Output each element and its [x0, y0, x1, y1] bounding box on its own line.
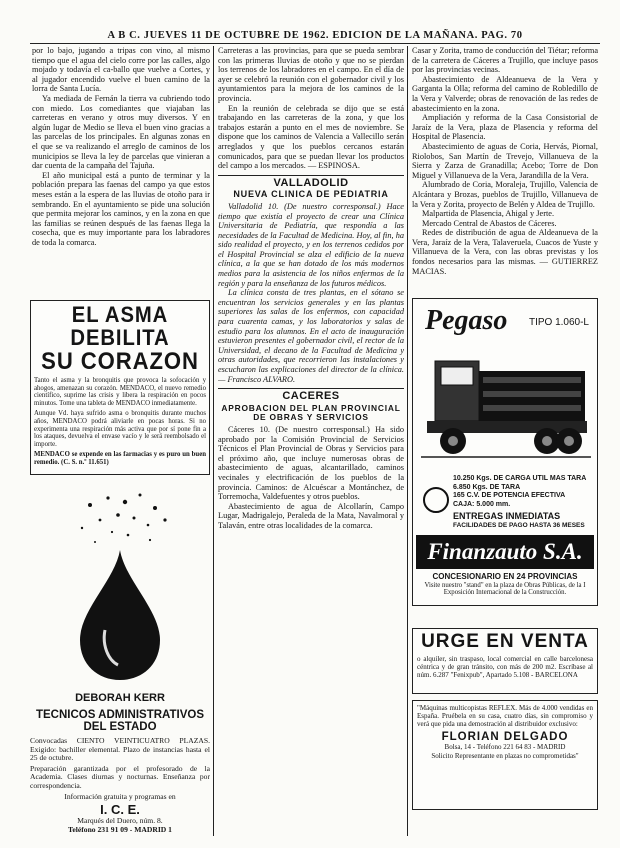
caceres-paragraph: Abastecimiento de agua de Alcollarín, Campo Lugar, Madrigalejo, Peraleda de la Mata, Navalmoral y Talaván, entre otras localidades de la comarca.	[218, 501, 404, 530]
reflex-body: "Máquinas multicopistas REFLEX. Más de 4.000 vendidas en España. Pruébela en su casa, cuatro días, sin compromiso y verá que pida una demostración al distribuidor exclusivo:	[417, 704, 593, 728]
reflex-address: Bolsa, 14 - Teléfono 221 64 83 - MADRID	[444, 743, 566, 751]
col3-paragraph: Abastecimiento de aguas de Coria, Hervás, Piornal, Riolobos, San Martín de Trevejo, Villanueva de la Sierra y Zarza de Granadilla; Acebo; Torre de Don Miguel y Villanueva de la Vera, Jarandilla de la Vera.	[412, 141, 598, 180]
valladolid-paragraph: La clínica consta de tres plantas, en el sótano se encuentran los servicios generales y en las plantas superiores las salas de los enfermos, con capacidad para cuarenta camas, y los laboratorios y salas de estudio para los alumnos. En el acto de inauguración estuvieron presentes el gobernador civil, el rector de la Universidad, el decano de la Facultad de Medicina y otras autoridades, que recorrieron las instalaciones y escucharon las explicaciones del director de la clínica. — Francisco ALVARO.	[218, 288, 404, 384]
col3-paragraph: Ampliación y reforma de la Casa Consistorial de Jaraíz de la Vera, plaza de Plasencia y reforma del Hospital de Plasencia.	[412, 113, 598, 142]
pegaso-spec: 10.250 Kgs. DE CARGA UTIL MAS TARA	[453, 475, 587, 482]
col1-paragraph: Ya mediada de Fernán la tierra va cubriendo todo con miedo. Los comediantes que viajaban las carreteras en verano y otros muy diversos. Y en algún lugar de Medio se lleva el buen vino gracias a las parcelas de los principales. En algunas zonas en el que se va realizando el arreglo de caminos de los municipios se lleva la ley de parcelas que vinieran a dar cuenta de la campaña del Tajuña.	[32, 93, 210, 171]
asma-body-2: Aunque Vd. haya sufrido asma o bronquitis durante muchos años, MENDACO podrá aliviarle en pocas horas. Si no experimenta una respiración más activa que por sí pone fin a los ataques, devuelva el envase vacío y le será reembolsado el importe.	[34, 410, 206, 448]
pegaso-model: TIPO 1.060-L	[528, 317, 589, 328]
caceres-subtitle: APROBACION DEL PLAN PROVINCIAL DE OBRAS Y SERVICIOS	[221, 402, 401, 423]
finanzauto-logo: Finanzauto S.A.	[416, 535, 594, 569]
asma-body: Tanto el asma y la bronquitis que provoca la sofocación y ahogos, amenazan su corazón. MENDACO, el nuevo remedio científico, suprime las crisis y libera la respiración en pocos minutos. Tome una tableta de MENDACO inmediatamente.	[34, 377, 206, 407]
ink-splash	[81, 494, 167, 544]
column-1	[32, 46, 210, 247]
asma-footer: MENDACO se expende en las farmacias y es puro un buen remedio. (C. S. n.º 11.651)	[34, 451, 206, 466]
kerr-title-2: DEL ESTADO	[83, 721, 157, 733]
kerr-name: DEBORAH KERR	[75, 692, 165, 704]
pegaso-logo-icon	[423, 487, 449, 513]
kerr-phone: Teléfono 231 91 09 - MADRID 1	[68, 824, 172, 834]
valladolid-paragraph: Valladolid 10. (De nuestro corresponsal.) Hace tiempo que existía el proyecto de crear una Clínica Universitaria de Pediatría, que respondía a las necesidades de la Facultad de Medicina. Hoy, al fin, ha sido realidad el proyecto, y en los terrenos cedidos por el Hospital Provincial se alza el edificio de la nueva clínica, a la que se han dotado de los más modernos medios para la asistencia de los niños enfermos de la región y para la enseñanza de los futuros médicos.	[218, 201, 404, 288]
column-rule-2	[407, 46, 408, 836]
pegaso-advertisement	[412, 298, 598, 606]
kerr-ice: I. C. E.	[100, 802, 140, 818]
column-rule-1	[213, 46, 214, 836]
valladolid-title: VALLADOLID	[273, 176, 349, 189]
valladolid-article	[218, 202, 404, 384]
urge-body: o alquiler, sin traspaso, local comercial en calle barcelonesa céntrica y de gran tránsito, con más de 200 m2. Escríbase al núm. 6.287 "Fenixpub", Apartado 5.108 - BARCELONA	[417, 655, 593, 679]
col3-paragraph: Mercado Central de Abastos de Cáceres.	[422, 218, 557, 228]
reflex-footer: Solicito Representante en plazas no comprometidas"	[431, 751, 579, 760]
asma-title-line2: SU CORAZON	[41, 348, 199, 375]
kerr-title-1: TECNICOS ADMINISTRATIVOS	[35, 709, 205, 721]
page-header: A B C. JUEVES 11 DE OCTUBRE DE 1962. EDICION DE LA MAÑANA. PAG. 70	[30, 30, 600, 44]
kerr-address: Marqués del Duero, núm. 8.	[77, 816, 163, 826]
reflex-advertisement	[412, 700, 598, 810]
kerr-info: Información gratuita y programas en	[64, 791, 176, 801]
pegaso-financing: FACILIDADES DE PAGO HASTA 36 MESES	[453, 522, 585, 529]
col3-paragraph: Redes de distribución de agua de Aldeanueva de la Vera, Jaraíz de la Vera, Talaveruela, Cuacos de Yuste y Villanueva de la Vera, con las obras previstas y los fondos necesarios para las mismas. — GUTIERREZ MACIAS.	[412, 228, 598, 276]
pegaso-spec: 165 C.V. DE POTENCIA EFECTIVA	[453, 492, 566, 499]
pegaso-delivery: ENTREGAS INMEDIATAS	[453, 511, 561, 521]
valladolid-subtitle: NUEVA CLINICA DE PEDIATRIA	[233, 189, 389, 200]
asma-title-line1: EL ASMA DEBILITA	[70, 302, 170, 350]
urge-title: URGE EN VENTA	[421, 631, 589, 652]
pegaso-spec: CAJA: 5.000 mm.	[453, 500, 511, 508]
column-2	[218, 46, 404, 836]
kerr-body: Convocadas CIENTO VEINTICUATRO PLAZAS. Exigido: bachiller elemental. Plazo de instancias hasta el 25 de octubre.	[30, 736, 210, 763]
finanzauto-visit: Visite nuestro "stand" en la plaza de Obras Públicas, de la I Exposición Internacional de la Construcción.	[424, 582, 586, 597]
finanzauto-concession: CONCESIONARIO EN 24 PROVINCIAS	[432, 572, 578, 581]
ink-drop-shape	[80, 550, 160, 680]
col2-paragraph: Carreteras a las provincias, para que se pueda sembrar con las primeras lluvias de otoño y que no se pierdan los terrenos de los labradores en el campo. En el día de ayer se celebró la reunión con el gobernador civil y los ayuntamientos para la mejora de los caminos de la provincia.	[218, 46, 404, 103]
truck-illustration	[417, 341, 595, 471]
kerr-body-2: Preparación garantizada por el profesorado de la Academia. Clases diurnas y nocturnas. Enseñanza por correspondencia.	[30, 763, 210, 790]
col2-paragraph: En la reunión de celebrada se dijo que se está trabajando en las carreteras de la zona, y que los trabajos estarán a punto en el mes de noviembre. Se dispone que los caminos de Valencia a Vallecillo serán arreglados y que los pueblos cercanos estarán comunicados, para que se puedan llevar los productos del campo a los mercados. — ESPINOSA.	[218, 103, 404, 171]
urge-advertisement	[412, 628, 598, 694]
caceres-title: CACERES	[282, 390, 340, 403]
column-3	[412, 46, 598, 290]
ink-drop-illustration	[30, 480, 210, 690]
col3-paragraph: Malpartida de Plasencia, Ahigal y Jerte.	[422, 209, 555, 219]
reflex-distributor: FLORIAN DELGADO	[441, 731, 569, 743]
col3-paragraph: Alumbrado de Coria, Moraleja, Trujillo, Valencia de Alcántara y Brozas, pueblos de Trujillo, Villanueva de la Vera y Zorita, proyecto de Belén y Aldea de Trujillo.	[412, 180, 598, 209]
pegaso-specs	[453, 475, 593, 509]
caceres-paragraph: Cáceres 10. (De nuestro corresponsal.) Ha sido aprobado por la Comisión Provincial de Servicios Técnicos el Plan Provincial de Obras y Servicios para el próximo año, que incluye numerosas obras de abastecimiento de aguas, alcantarillado, caminos vecinales y electrificación de los pueblos de la provincia. Caminos: de Alcuéscar a Montánchez, de Torremocha, Valdefuentes y otros pueblos.	[218, 424, 404, 502]
col1-paragraph: por lo bajo, jugando a tripas con vino, al mismo tiempo que el agua del cielo corre por las calles, algo mojado y todavía el ca-ballo que vuelve a Cortes, y al jugador encendido vuelve el buen camino de la lorra de Santa Lucía.	[32, 46, 210, 94]
col3-paragraph: Casar y Zorita, tramo de conducción del Tiétar; reforma de la carretera de Cáceres a Trujillo, que incluye pasos por las provincias vecinas.	[412, 46, 598, 75]
asma-advertisement	[30, 300, 210, 475]
col1-paragraph: El año municipal está a punto de terminar y la población prepara las faenas del campo ya que estos meses están a la espera de las lluvias de otoño para ir sembrando. En el ayuntamiento se pide una solución que permita mejorar los caminos, y en la zona en que las familias se reúnen después de las faenas llega la cosecha, que es muy importante para los labradores de toda la comarca.	[32, 170, 210, 247]
pegaso-brand: Pegaso	[425, 305, 508, 336]
col3-paragraph: Abastecimiento de Aldeanueva de la Vera y Garganta la Olla; reforma del camino de Robledillo de la Vera y Valverde; obras de renovación de las redes de abastecimiento en la zona.	[412, 74, 598, 113]
kerr-advertisement	[30, 480, 210, 845]
pegaso-spec: 6.850 Kgs. DE TARA	[453, 483, 521, 491]
